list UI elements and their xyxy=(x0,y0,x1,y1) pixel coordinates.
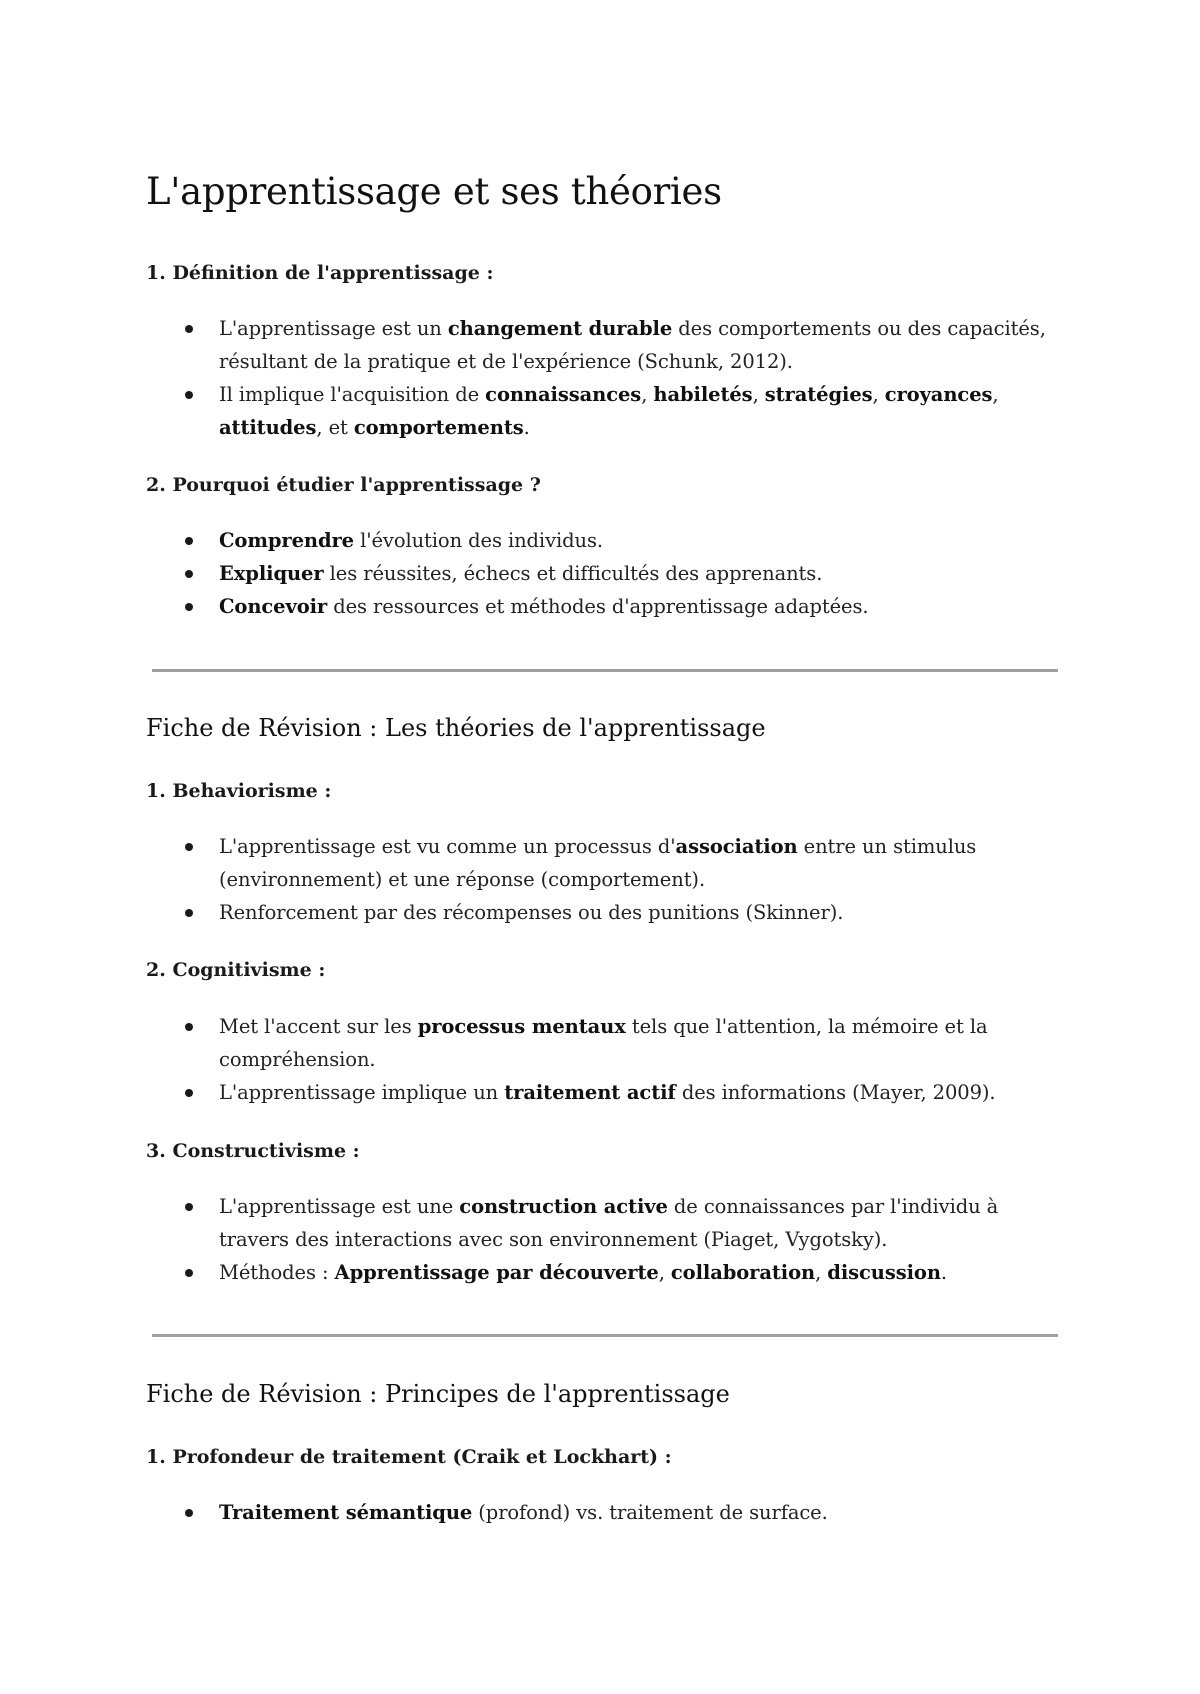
item-text: L'apprentissage est un xyxy=(219,317,448,340)
section-heading-definition xyxy=(146,262,494,284)
item-text: L'apprentissage implique un xyxy=(219,1081,505,1104)
list-item xyxy=(146,896,1060,929)
item-text: L'apprentissage est vu comme un processus d' xyxy=(219,835,676,858)
theories-heading: Fiche de Révision : Les théories de l'apprentissage xyxy=(146,714,766,742)
heading-text: ? xyxy=(523,474,541,496)
profondeur-heading: 1. Profondeur de traitement (Craik et Lockhart) : xyxy=(146,1446,672,1468)
section-divider xyxy=(152,1334,1058,1337)
list-item xyxy=(146,1190,1060,1256)
bullet-icon xyxy=(185,843,193,851)
definition-list xyxy=(146,312,1060,444)
principes-heading: Fiche de Révision : Principes de l'apprentissage xyxy=(146,1380,730,1408)
list-item xyxy=(146,1010,1060,1076)
item-text: des ressources et méthodes d'apprentissage adaptées. xyxy=(327,595,869,618)
item-text: , xyxy=(872,383,885,406)
item-text: des informations (Mayer, 2009). xyxy=(675,1081,996,1104)
item-text: tels que l'attention, la mémoire et la compréhension. xyxy=(219,1015,988,1071)
item-text: . xyxy=(523,416,530,439)
bullet-icon xyxy=(185,1089,193,1097)
item-text: de connaissances par l'individu à travers des interactions avec son environnement (Piaget, Vygotsky). xyxy=(219,1195,999,1251)
item-text: , xyxy=(641,383,654,406)
item-text: , et xyxy=(316,416,354,439)
item-bold-text: discussion xyxy=(827,1261,941,1284)
item-text: les réussites, échecs et difficultés des apprenants. xyxy=(323,562,823,585)
item-text: Met l'accent sur les xyxy=(219,1015,418,1038)
item-bold-text: Apprentissage par découverte xyxy=(334,1261,659,1284)
document-title: L'apprentissage et ses théories xyxy=(146,170,722,213)
section-divider xyxy=(152,669,1058,672)
bullet-icon xyxy=(185,1269,193,1277)
list-item xyxy=(146,378,1060,444)
behaviorisme-heading: 1. Behaviorisme : xyxy=(146,780,332,802)
item-bold-text: habiletés xyxy=(653,383,753,406)
item-bold-text: connaissances xyxy=(485,383,642,406)
item-bold-text: Concevoir xyxy=(219,595,328,618)
item-text: . xyxy=(940,1261,948,1284)
list-item xyxy=(146,1076,1060,1109)
item-bold-text: Comprendre xyxy=(219,529,354,552)
list-item xyxy=(146,830,1060,896)
list-item xyxy=(146,1496,1060,1529)
item-text: Méthodes : xyxy=(219,1261,335,1284)
item-bold-text: association xyxy=(675,835,798,858)
list-item xyxy=(146,590,1060,623)
constructivisme-heading: 3. Constructivisme : xyxy=(146,1140,360,1162)
constructivisme-list xyxy=(146,1190,1060,1289)
bullet-icon xyxy=(185,570,193,578)
item-text: Renforcement par des récompenses ou des punitions (Skinner). xyxy=(219,901,844,924)
list-item xyxy=(146,1256,1060,1289)
item-bold-text: croyances xyxy=(884,383,993,406)
bullet-icon xyxy=(185,603,193,611)
bullet-icon xyxy=(185,325,193,333)
behaviorisme-list xyxy=(146,830,1060,929)
item-bold-text: changement durable xyxy=(447,317,673,340)
list-item xyxy=(146,557,1060,590)
heading-bold-text: apprentissage xyxy=(373,474,524,496)
item-bold-text: Traitement sémantique xyxy=(219,1501,473,1524)
list-item xyxy=(146,312,1060,378)
item-bold-text: traitement actif xyxy=(504,1081,676,1104)
profondeur-list xyxy=(146,1496,1060,1529)
item-bold-text: attitudes xyxy=(219,416,317,439)
item-bold-text: Expliquer xyxy=(219,562,324,585)
heading-text: 1. Définition de l' xyxy=(146,262,330,284)
item-text: , xyxy=(992,383,999,406)
section-heading-pourquoi xyxy=(146,474,541,496)
item-text: entre un stimulus (environnement) et une réponse (comportement). xyxy=(219,835,977,891)
bullet-icon xyxy=(185,537,193,545)
item-text: L'apprentissage est une xyxy=(219,1195,460,1218)
bullet-icon xyxy=(185,391,193,399)
item-text: des comportements ou des capacités, résultant de la pratique et de l'expérience (Schunk, 2012). xyxy=(219,317,1046,373)
bullet-icon xyxy=(185,1023,193,1031)
cognitivisme-heading: 2. Cognitivisme : xyxy=(146,959,326,981)
cognitivisme-list xyxy=(146,1010,1060,1109)
bullet-icon xyxy=(185,909,193,917)
item-text: Il implique l'acquisition de xyxy=(219,383,486,406)
bullet-icon xyxy=(185,1509,193,1517)
item-text: , xyxy=(752,383,765,406)
item-bold-text: collaboration xyxy=(670,1261,816,1284)
item-bold-text: processus mentaux xyxy=(417,1015,626,1038)
heading-bold-text: apprentissage xyxy=(329,262,480,284)
item-bold-text: stratégies xyxy=(764,383,873,406)
item-bold-text: construction active xyxy=(459,1195,668,1218)
heading-text: 2. Pourquoi étudier l' xyxy=(146,474,374,496)
item-text: (profond) vs. traitement de surface. xyxy=(472,1501,828,1524)
item-text: , xyxy=(658,1261,671,1284)
pourquoi-list xyxy=(146,524,1060,623)
heading-text: : xyxy=(479,262,494,284)
bullet-icon xyxy=(185,1203,193,1211)
item-text: , xyxy=(815,1261,828,1284)
list-item xyxy=(146,524,1060,557)
item-bold-text: comportements xyxy=(353,416,524,439)
item-text: l'évolution des individus. xyxy=(353,529,603,552)
